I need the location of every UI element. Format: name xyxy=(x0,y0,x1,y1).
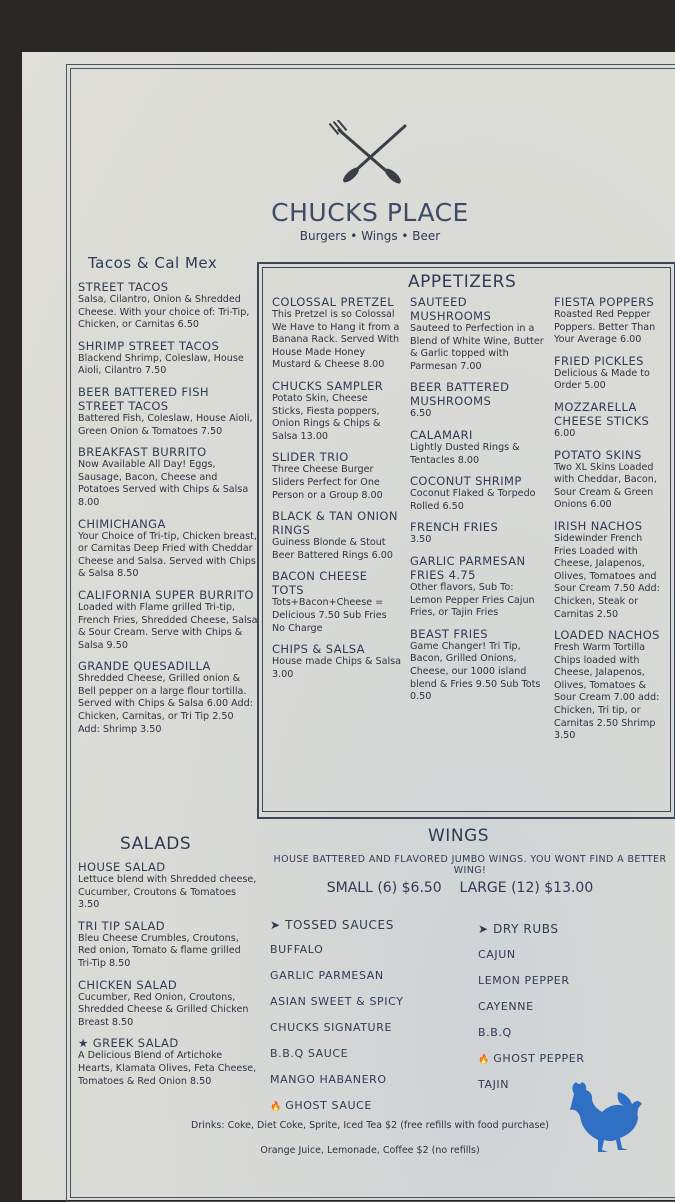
menu-item-description: House made Chips & Salsa 3.00 xyxy=(272,656,402,680)
salads-section xyxy=(78,834,258,1095)
menu-item xyxy=(78,280,258,332)
menu-item-name: CHIMICHANGA xyxy=(78,516,166,531)
drinks-line-2: Orange Juice, Lemonade, Coffee $2 (no refills) xyxy=(260,1145,480,1156)
menu-item-description: Tots+Bacon+Cheese = Delicious 7.50 Sub Fries No Charge xyxy=(272,597,387,634)
fork-knife-icon xyxy=(327,120,417,190)
sauce-name: GHOST PEPPER xyxy=(493,1052,585,1065)
tossed-sauces-title: ➤ TOSSED SAUCES xyxy=(270,918,394,932)
menu-item xyxy=(272,450,402,502)
menu-item-name: COCONUT SHRIMP xyxy=(410,474,522,489)
menu-item xyxy=(272,569,402,635)
menu-item xyxy=(272,642,402,681)
sauce-name: ASIAN SWEET & SPICY xyxy=(270,995,404,1008)
sauce-item xyxy=(270,995,404,1008)
sauce-item xyxy=(478,1000,534,1013)
menu-item-description: 3.50 xyxy=(410,534,432,546)
tacos-title: Tacos & Cal Mex xyxy=(88,254,218,272)
menu-item xyxy=(78,1036,258,1088)
tacos-list xyxy=(78,280,258,736)
menu-item xyxy=(554,628,666,743)
menu-item xyxy=(410,295,548,373)
sauce-item xyxy=(270,943,323,956)
menu-item-name: CHIPS & SALSA xyxy=(272,642,365,657)
wings-description: HOUSE BATTERED AND FLAVORED JUMBO WINGS. YOU WONT FIND A BETTER WING! xyxy=(273,854,667,876)
drinks-line-1: Drinks: Coke, Diet Coke, Sprite, Iced Tea $2 (free refills with food purchase) xyxy=(191,1120,549,1131)
menu-item-description: Three Cheese Burger Sliders Perfect for One Person or a Group 8.00 xyxy=(272,464,383,501)
menu-item-name: SHRIMP STREET TACOS xyxy=(78,338,220,353)
sauce-name: MANGO HABANERO xyxy=(270,1073,387,1086)
sauce-name: CHUCKS SIGNATURE xyxy=(270,1021,392,1034)
menu-item-description: Game Changer! Tri Tip, Bacon, Grilled Onions, Cheese, our 1000 island blend & Fries 9.50 Sub Tots 0.50 xyxy=(410,640,541,703)
menu-item xyxy=(272,379,402,443)
menu-item-name: FIESTA POPPERS xyxy=(554,295,655,309)
menu-item-name: POTATO SKINS xyxy=(554,447,642,462)
menu-item-name: BEAST FRIES xyxy=(410,626,488,641)
wings-prices: SMALL (6) $6.50 LARGE (12) $13.00 xyxy=(326,880,594,896)
menu-item xyxy=(410,428,548,467)
menu-item xyxy=(78,385,258,438)
sauce-item xyxy=(478,974,570,987)
restaurant-title: CHUCKS PLACE xyxy=(271,198,469,227)
sauce-name: B.B.Q SAUCE xyxy=(270,1047,349,1060)
menu-item xyxy=(78,860,258,912)
menu-item-name: GRANDE QUESADILLA xyxy=(78,659,211,674)
menu-item-description: Now Available All Day! Eggs, Sausage, Bacon, Cheese and Potatoes Served with Chips & Salsa 8.00 xyxy=(78,459,249,508)
sauce-name: GHOST SAUCE xyxy=(285,1099,372,1112)
menu-item-description: Delicious & Made to Order 5.00 xyxy=(554,367,650,392)
sauce-item xyxy=(478,948,516,961)
sauce-item xyxy=(478,1078,509,1091)
menu-item xyxy=(78,445,258,509)
menu-item xyxy=(410,474,548,513)
menu-item xyxy=(272,295,402,372)
menu-item xyxy=(410,380,548,421)
sauce-item xyxy=(478,1026,512,1039)
menu-item xyxy=(78,659,258,736)
sauce-item xyxy=(270,1021,392,1034)
menu-item-name: BLACK & TAN ONION RINGS xyxy=(272,509,398,538)
menu-item-name: TRI TIP SALAD xyxy=(78,918,166,933)
dry-rubs-label: DRY RUBS xyxy=(493,922,559,936)
menu-item-name: BREAKFAST BURRITO xyxy=(78,445,207,460)
menu-item-name: STREET TACOS xyxy=(78,280,169,294)
sauce-name: BUFFALO xyxy=(270,943,324,956)
sauce-name: B.B.Q xyxy=(478,1026,512,1039)
salads-title: SALADS xyxy=(120,834,192,854)
menu-item-description: Shredded Cheese, Grilled onion & Bell pepper on a large flour tortilla. Served with Chips & Salsa 6.00 Add: Chicken, Carnitas, or Tri Tip 2.50 Add: Shrimp 3.50 xyxy=(78,673,253,735)
appetizers-column-1 xyxy=(272,295,402,688)
menu-item-name: ★ GREEK SALAD xyxy=(78,1036,179,1051)
menu-item xyxy=(554,295,666,347)
menu-item-name: COLOSSAL PRETZEL xyxy=(272,295,395,309)
menu-item-name: CHICKEN SALAD xyxy=(78,977,178,992)
menu-item xyxy=(78,588,258,652)
menu-item-description: This Pretzel is so Colossal We Have to Hang it from a Banana Rack. Served With House Made Honey Mustard & Cheese 8.00 xyxy=(272,309,400,371)
menu-item xyxy=(554,519,666,621)
menu-item-name: BACON CHEESE TOTS xyxy=(272,569,368,598)
menu-item xyxy=(554,448,666,512)
sauce-item xyxy=(270,969,384,982)
menu-item xyxy=(78,517,258,581)
sauce-item xyxy=(270,1047,348,1060)
menu-item-name: FRENCH FRIES xyxy=(410,520,499,535)
tossed-sauces-label: TOSSED SAUCES xyxy=(285,918,394,932)
sauce-name: GARLIC PARMESAN xyxy=(270,969,384,982)
tagline: Burgers • Wings • Beer xyxy=(299,229,441,243)
menu-item xyxy=(410,554,548,620)
menu-item-name: SAUTEED MUSHROOMS xyxy=(410,295,492,323)
menu-item-description: Cucumber, Red Onion, Croutons, Shredded Cheese & Grilled Chicken Breast 8.50 xyxy=(78,991,249,1028)
wings-title: WINGS xyxy=(428,826,490,846)
menu-item xyxy=(78,339,258,378)
menu-item-description: 6.50 xyxy=(410,408,432,420)
appetizers-column-2 xyxy=(410,295,548,711)
menu-item-name: LOADED NACHOS xyxy=(554,628,660,643)
menu-item-name: CALIFORNIA SUPER BURRITO xyxy=(78,587,254,602)
menu-item-description: Roasted Red Pepper Poppers. Better Than Your Average 6.00 xyxy=(554,309,656,346)
menu-item-description: Other flavors, Sub To: Lemon Pepper Fries Cajun Fries, or Tajin Fries xyxy=(410,581,535,619)
flame-icon: 🔥 xyxy=(270,1102,286,1112)
dry-rubs-title: ➤ DRY RUBS xyxy=(478,922,559,936)
flame-icon: 🔥 xyxy=(478,1055,494,1065)
sauce-name: CAYENNE xyxy=(478,1000,534,1013)
menu-item-name: SLIDER TRIO xyxy=(272,450,349,465)
menu-item xyxy=(78,919,258,971)
menu-item-description: Guiness Blonde & Stout Beer Battered Rings 6.00 xyxy=(272,537,393,561)
menu-item-description: Loaded with Flame grilled Tri-tip, French Fries, Shredded Cheese, Salsa & Sour Cream. Serve with Chips & Salsa 9.50 xyxy=(78,601,258,651)
menu-item-name: MOZZARELLA CHEESE STICKS xyxy=(554,399,650,428)
menu-item-name: CHUCKS SAMPLER xyxy=(272,378,384,393)
menu-item-description: Fresh Warm Tortilla Chips loaded with Cheese, Jalapenos, Olives, Tomatoes & Sour Cream 7.00 add: Chicken, Tri tip, or Carnitas 2.50 Shrimp 3.50 xyxy=(554,642,660,742)
menu-item-name: CALAMARI xyxy=(410,427,473,442)
tacos-section xyxy=(78,254,258,743)
menu-item xyxy=(272,509,402,562)
sauce-item xyxy=(478,1052,585,1065)
menu-item-description: Blackend Shrimp, Coleslaw, House Aioli, Cilantro 7.50 xyxy=(78,352,244,377)
appetizers-title: APPETIZERS xyxy=(408,272,517,292)
rooster-icon xyxy=(562,1076,644,1152)
menu-item-description: Two XL Skins Loaded with Cheddar, Bacon, Sour Cream & Green Onions 6.00 xyxy=(554,461,657,511)
menu-item-description: Sauteed to Perfection in a Blend of White Wine, Butter & Garlic topped with Parmesan 7.00 xyxy=(410,323,544,372)
sauce-name: TAJIN xyxy=(478,1078,510,1091)
menu-item-name: FRIED PICKLES xyxy=(554,353,644,368)
menu-item-description: A Delicious Blend of Artichoke Hearts, Klamata Olives, Feta Cheese, Tomatoes & Red Onion 8.50 xyxy=(78,1050,257,1087)
menu-item-name: IRISH NACHOS xyxy=(554,518,643,533)
menu-item-description: Potato Skin, Cheese Sticks, Fiesta poppers, Onion Rings & Chips & Salsa 13.00 xyxy=(272,392,381,442)
menu-item-description: Bleu Cheese Crumbles, Croutons, Red onion, Tomato & flame grilled Tri-Tip 8.50 xyxy=(78,932,241,969)
appetizers-column-3 xyxy=(554,295,666,750)
menu-item xyxy=(410,520,548,547)
menu-item-name: HOUSE SALAD xyxy=(78,860,166,874)
sauce-name: CAJUN xyxy=(478,948,516,961)
menu-item-description: Salsa, Cilantro, Onion & Shredded Cheese. With your choice of: Tri-Tip, Chicken, or Carnitas 6.50 xyxy=(78,294,250,331)
menu-item-description: Coconut Flaked & Torpedo Rolled 6.50 xyxy=(410,488,536,512)
sauce-item xyxy=(270,1099,372,1112)
menu-item-description: Lettuce blend with Shredded cheese, Cucumber, Croutons & Tomatoes 3.50 xyxy=(78,874,257,911)
menu-item-name: BEER BATTERED FISH STREET TACOS xyxy=(78,384,209,413)
menu-item-description: Battered Fish, Coleslaw, House Aioli, Green Onion & Tomatoes 7.50 xyxy=(78,412,253,437)
menu-item xyxy=(554,354,666,393)
sauce-item xyxy=(270,1073,387,1086)
menu-item xyxy=(554,400,666,441)
menu-item-name: BEER BATTERED MUSHROOMS xyxy=(410,380,510,409)
menu-item-description: Lightly Dusted Rings & Tentacles 8.00 xyxy=(410,441,520,466)
sauce-name: LEMON PEPPER xyxy=(478,974,570,987)
menu-item-description: Your Choice of Tri-tip, Chicken breast, or Carnitas Deep Fried with Cheddar Cheese and Salsa. Served with Chips & Salsa 8.50 xyxy=(78,530,257,580)
menu-item-name: GARLIC PARMESAN FRIES 4.75 xyxy=(410,553,526,582)
menu-item-description: 6.00 xyxy=(554,427,576,439)
menu-item xyxy=(78,978,258,1030)
salads-list xyxy=(78,860,258,1088)
menu-item xyxy=(410,627,548,704)
menu-item-description: Sidewinder French Fries Loaded with Cheese, Jalapenos, Olives, Tomatoes and Sour Cream 7.50 Add: Chicken, Steak or Carnitas 2.50 xyxy=(554,532,660,620)
